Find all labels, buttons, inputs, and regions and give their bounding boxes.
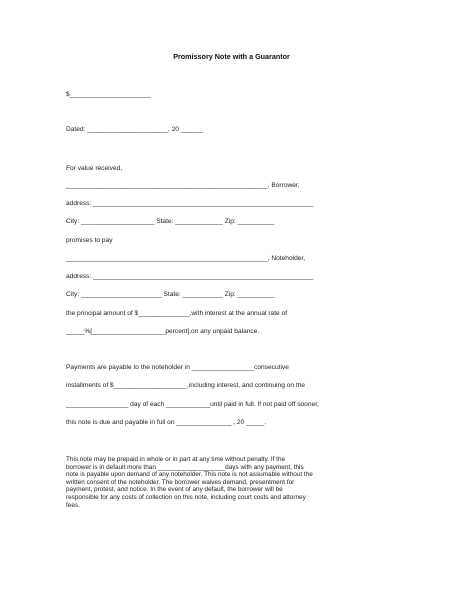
- terms-paragraph: [66, 456, 386, 509]
- dated-line: Dated: ______________________, 20 ______: [66, 126, 203, 133]
- borrower-name-line: _______________________________________________________, Borrower,: [66, 182, 300, 189]
- for-value-text: For value received,: [66, 165, 123, 172]
- terms-line: This note may be prepaid in whole or in part at any time without penalty. If the: [66, 456, 286, 463]
- installments-line: installments of $____________________,including interest, and continuing on the: [66, 382, 306, 389]
- terms-line: payment, protest, and notice. In the event of any default, the borrower will be: [66, 486, 283, 494]
- terms-line: note is payable upon demand of any noteholder. This note is not assumable without the: [66, 471, 313, 479]
- percent-line: _____%[____________________percent],on any unpaid balance.: [66, 328, 260, 335]
- principal-line: the principal amount of $______________,with interest at the annual rate of: [66, 310, 288, 317]
- document-title: Promissory Note with a Guarantor: [173, 52, 290, 61]
- amount-line: $______________________: [66, 91, 151, 98]
- terms-line: fees.: [66, 501, 80, 509]
- noteholder-address-line: address: ____________________________________________________________: [66, 273, 314, 280]
- day-of-each-line: _________________ day of each ____________until paid in full. If not paid off sooner,: [66, 401, 319, 408]
- terms-line: borrower is in default more than ___________________days with any payment, this: [66, 463, 304, 471]
- noteholder-name-line: _______________________________________________________, Noteholder,: [66, 255, 306, 262]
- noteholder-city-line: City: ______________________ State: ___________ Zip: __________: [66, 291, 275, 298]
- payments-line: Payments are payable to the noteholder in _________________consecutive: [66, 364, 289, 371]
- borrower-address-line: address: ____________________________________________________________: [66, 200, 314, 207]
- terms-line: responsible for any costs of collection on this note, including court costs and attorney: [66, 493, 306, 501]
- promises-to-pay-text: promises to pay: [66, 237, 113, 244]
- due-line: this note is due and payable in full on _______________ , 20 _____.: [66, 419, 267, 426]
- borrower-city-line: City: ____________________ State: _____________ Zip: __________: [66, 218, 275, 225]
- terms-line: written consent of the noteholder. The borrower waives demand, presentment for: [66, 478, 295, 486]
